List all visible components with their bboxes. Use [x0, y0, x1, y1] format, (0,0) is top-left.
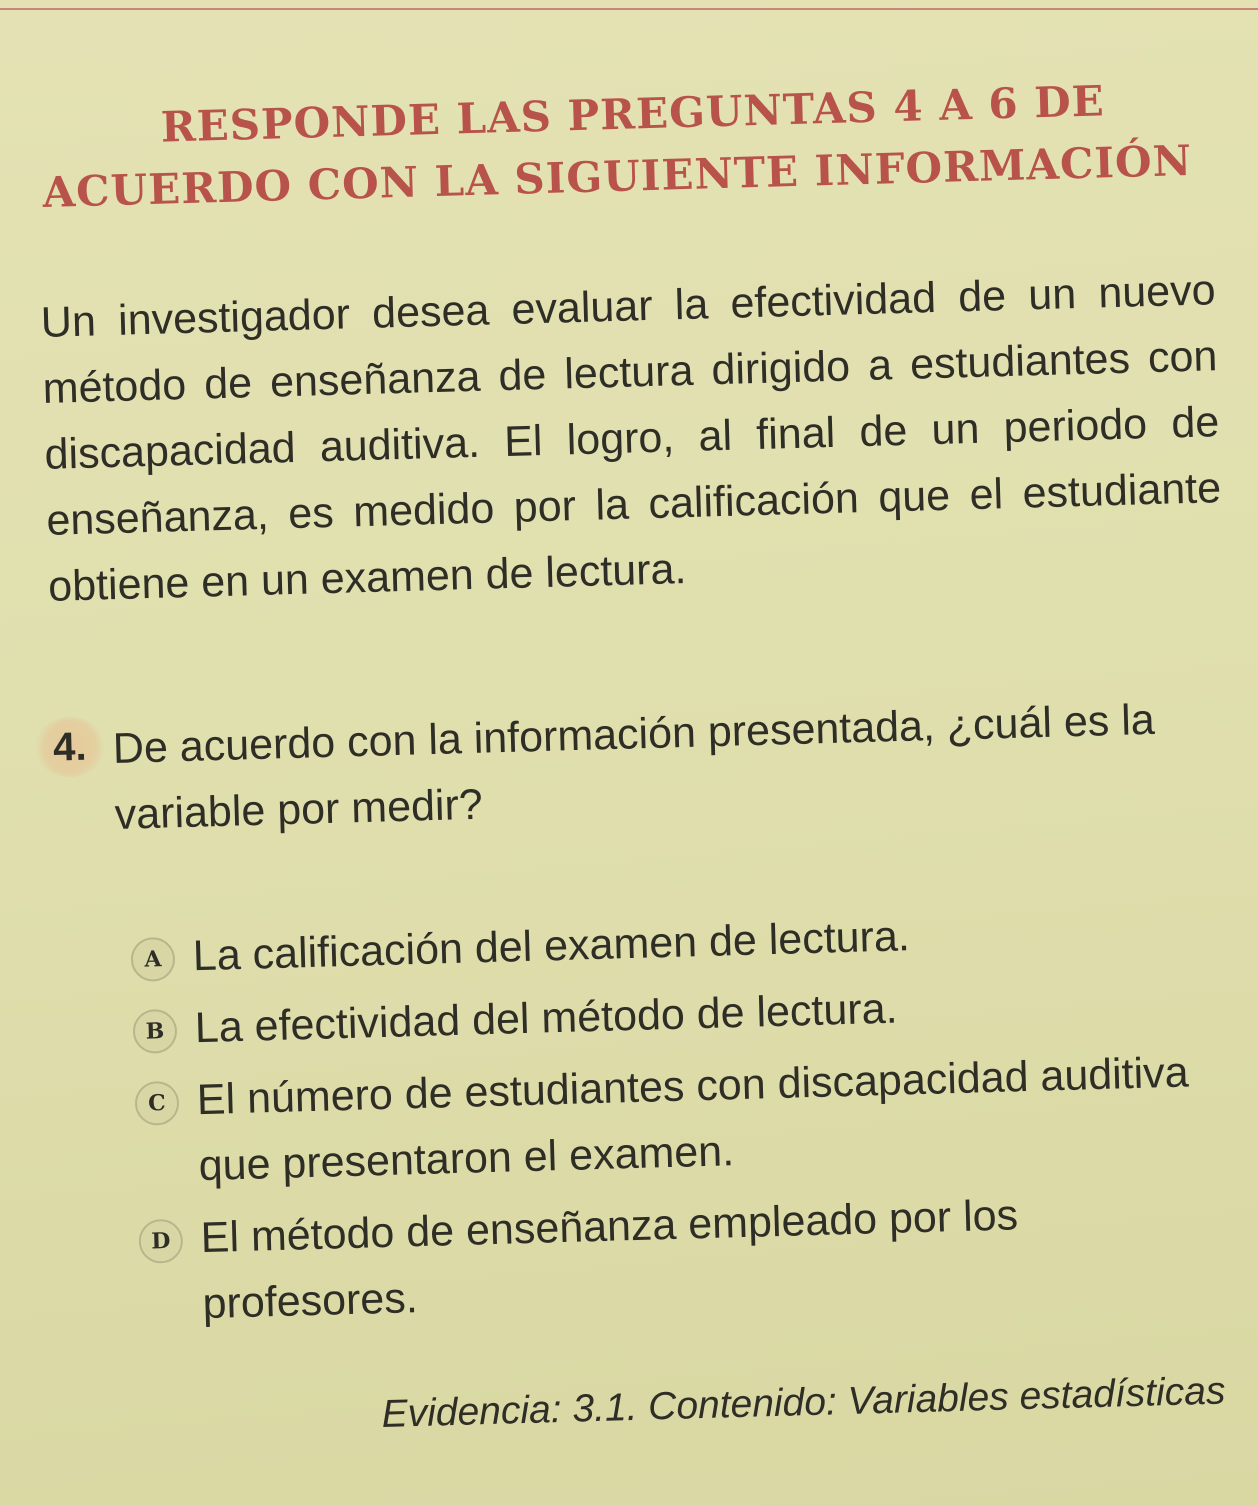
answer-options [130, 894, 1241, 1345]
option-d[interactable] [138, 1176, 1241, 1339]
option-a-letter[interactable]: A [130, 937, 175, 982]
option-b-text: La efectividad del método de lectura. [194, 984, 899, 1053]
heading-line-2: ACUERDO CON LA SIGUIENTE INFORMACIÓN [41, 135, 1193, 217]
option-d-text: El método de enseñanza empleado por los profesores. [200, 1191, 1019, 1329]
intro-paragraph: Un investigador desea evaluar la efectividad de un nuevo método de enseñanza de lectura dirigido a estudiantes con discapacidad auditiva. El logro, al final de un periodo de enseñanza, es medido por la calificación que el estudiante obtiene en un examen de lectura. [40, 266, 1222, 611]
heading-line-1: RESPONDE LAS PREGUNTAS 4 A 6 DE [160, 76, 1106, 152]
top-rule [0, 8, 1258, 10]
question-text: De acuerdo con la información presentada, ¿cuál es la variable por medir? [112, 695, 1156, 839]
section-heading [40, 67, 1223, 224]
question-4 [40, 685, 1223, 850]
option-c-text: El número de estudiantes con discapacidad auditiva que presentaron el examen. [196, 1048, 1190, 1191]
option-c-letter[interactable]: C [134, 1081, 179, 1126]
option-b-letter[interactable]: B [132, 1009, 177, 1054]
option-c[interactable] [134, 1038, 1237, 1201]
option-a-text: La calificación del examen de lectura. [192, 912, 911, 981]
option-d-letter[interactable]: D [138, 1219, 183, 1264]
question-number: 4. [34, 716, 106, 778]
evidence-footnote: Evidencia: 3.1. Contenido: Variables estadísticas [381, 1369, 1226, 1436]
